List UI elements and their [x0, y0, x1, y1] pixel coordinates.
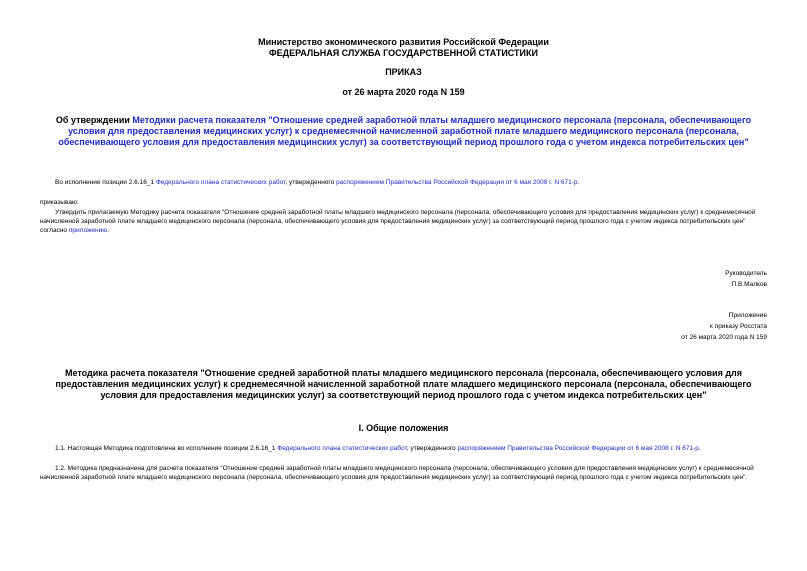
- ministry-name: Министерство экономического развития Российской Федерации: [258, 37, 549, 47]
- methodology-link[interactable]: Методики расчета показателя "Отношение средней заработной платы младшего медицинского персонала (персонала, обеспечивающего условия для предоставления медицинских услуг) к среднемесячной начисленной заработной плате младшего медицинского персонала (персонала, обеспечивающего условия для предоставления медицинских услуг) за соответствующий период прошлого года с учетом индекса потребительских цен": [58, 115, 752, 147]
- signature-name: П.В.Малков: [731, 281, 767, 288]
- appendix-line-1: Приложение: [728, 312, 767, 319]
- document-title: [40, 115, 767, 148]
- appendix-line-2: к приказу Росстата: [710, 323, 767, 330]
- section-heading: I. Общие положения: [358, 423, 449, 433]
- order-date: от 26 марта 2020 года N 159: [342, 87, 465, 97]
- signature-position: Руководитель: [725, 270, 767, 277]
- service-name: ФЕДЕРАЛЬНАЯ СЛУЖБА ГОСУДАРСТВЕННОЙ СТАТИСТИКИ: [269, 48, 538, 58]
- appendix-link[interactable]: приложению: [68, 227, 108, 234]
- approve-paragraph: Утвердить прилагаемую Методику расчета показателя "Отношение средней заработной платы младшего медицинского персонала (персонала, обеспечивающего условия для предоставления медицинских услуг) к среднемесячной начисленной заработной плате младшего медицинского персонала (персонала, обеспечивающего условия для предоставления медицинских услуг) за соответствующий период прошлого года с учетом индекса потребительских цен" согласно приложению.: [40, 209, 756, 234]
- methodology-title: Методика расчета показателя "Отношение средней заработной платы младшего медицинского персонала (персонала, обеспечивающего условия для предоставления медицинских услуг) к среднемесячной начисленной заработной плате младшего медицинского персонала (персонала, обеспечивающего условия для предоставления медицинских услуг) за соответствующий период прошлого года с учетом индекса потребительских цен": [55, 368, 752, 400]
- order-label: ПРИКАЗ: [385, 67, 422, 77]
- intro-paragraph: Во исполнение позиции 2.6.16_1 Федерального плана статистических работ, утвержденного распоряжением Правительства Российской Федерации от 6 мая 2008 г. N 671-р.: [55, 179, 580, 186]
- government-order-link[interactable]: распоряжением Правительства Российской Федерации от 6 мая 2008 г. N 671-р: [336, 179, 578, 186]
- paragraph-1-1: 1.1. Настоящая Методика подготовлена во исполнение позиции 2.6.16_1 Федерального плана статистических работ, утвержденного распоряжением Правительства Российской Федерации от 6 мая 2008 г. N 671-р.: [55, 445, 701, 452]
- federal-plan-link[interactable]: Федерального плана статистических работ: [155, 179, 286, 186]
- order-word: приказываю:: [40, 199, 79, 206]
- paragraph-1-2: 1.2. Методика предназначена для расчета показателя "Отношение средней заработной платы младшего медицинского персонала (персонала, обеспечивающего условия для предоставления медицинских услуг) к среднемесячной начисленной заработной плате младшего медицинского персонала (персонала, обеспечивающего условия для предоставления медицинских услуг) за соответствующий период прошлого года с учетом индекса потребительских цен".: [40, 465, 754, 481]
- appendix-line-3: от 26 марта 2020 года N 159: [681, 334, 767, 341]
- title-prefix: Об утверждении: [55, 115, 133, 125]
- government-order-link-2[interactable]: распоряжением Правительства Российской Федерации от 6 мая 2008 г. N 671-р: [457, 445, 699, 452]
- federal-plan-link-2[interactable]: Федерального плана статистических работ: [277, 445, 407, 452]
